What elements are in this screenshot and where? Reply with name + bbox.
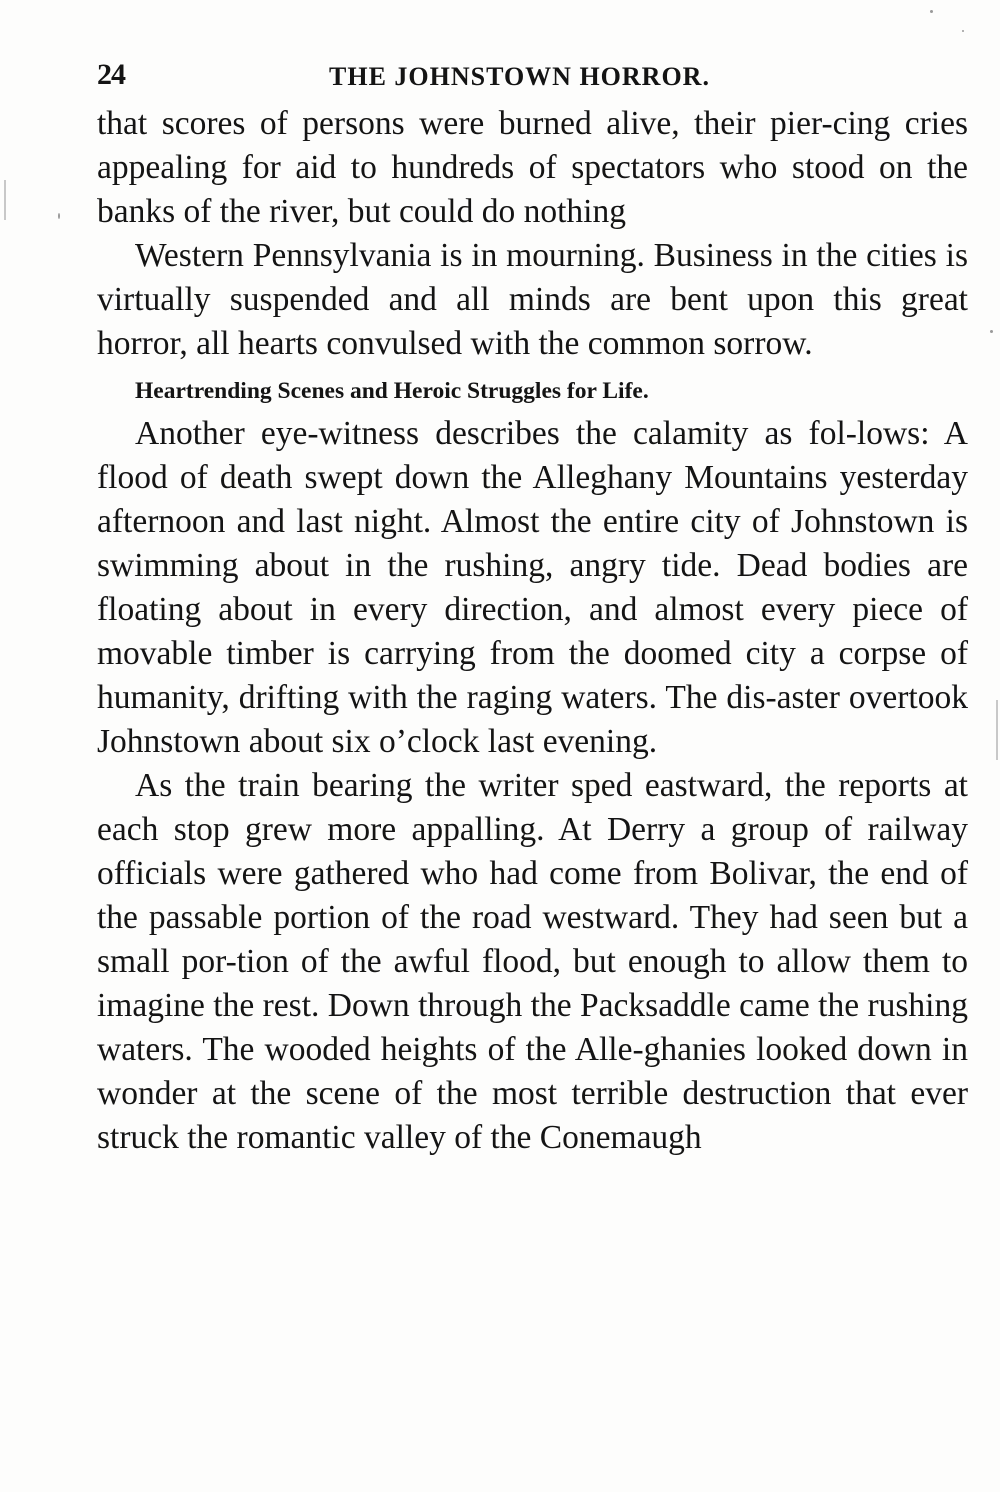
scan-edge-mark: [4, 180, 6, 220]
body-text: [97, 102, 968, 1160]
scan-speck: [962, 30, 964, 32]
paragraph-train: As the train bearing the writer sped eastward, the reports at each stop grew more appalling. At Derry a group of railway officials were gathered who had come from Bolivar, the end of the passable portion of the road westward. They had seen but a small por-tion of the awful flood, but enough to allow them to imagine the rest. Down through the Packsaddle came the rushing waters. The wooded heights of the Alle-ghanies looked down in wonder at the scene of the most terrible destruction that ever struck the romantic valley of the Conemaugh: [97, 767, 968, 1156]
running-head: [97, 52, 968, 98]
scan-speck: [990, 330, 993, 333]
section-heading: Heartrending Scenes and Heroic Struggles for Life.: [135, 378, 649, 404]
scan-speck: [58, 213, 60, 219]
scan-speck: [930, 10, 933, 13]
running-title: THE JOHNSTOWN HORROR.: [329, 62, 710, 91]
paragraph-mourning: Western Pennsylvania is in mourning. Business in the cities is virtually suspended and all minds are bent upon this great horror, all hearts convulsed with the common sorrow.: [97, 237, 968, 362]
scan-edge-mark: [996, 700, 998, 760]
page-number: 24: [97, 58, 125, 91]
paragraph-continued: that scores of persons were burned alive, their pier-cing cries appealing for aid to hundreds of spectators who stood on the banks of the river, but could do nothing: [97, 105, 968, 230]
paragraph-eye-witness: Another eye-witness describes the calamity as fol-lows: A flood of death swept down the Alleghany Mountains yesterday afternoon and last night. Almost the entire city of Johnstown is swimming about in the rushing, angry tide. Dead bodies are floating about in every direction, and almost every piece of movable timber is carrying from the doomed city a corpse of humanity, drifting with the raging waters. The dis-aster overtook Johnstown about six o’clock last evening.: [97, 415, 968, 760]
